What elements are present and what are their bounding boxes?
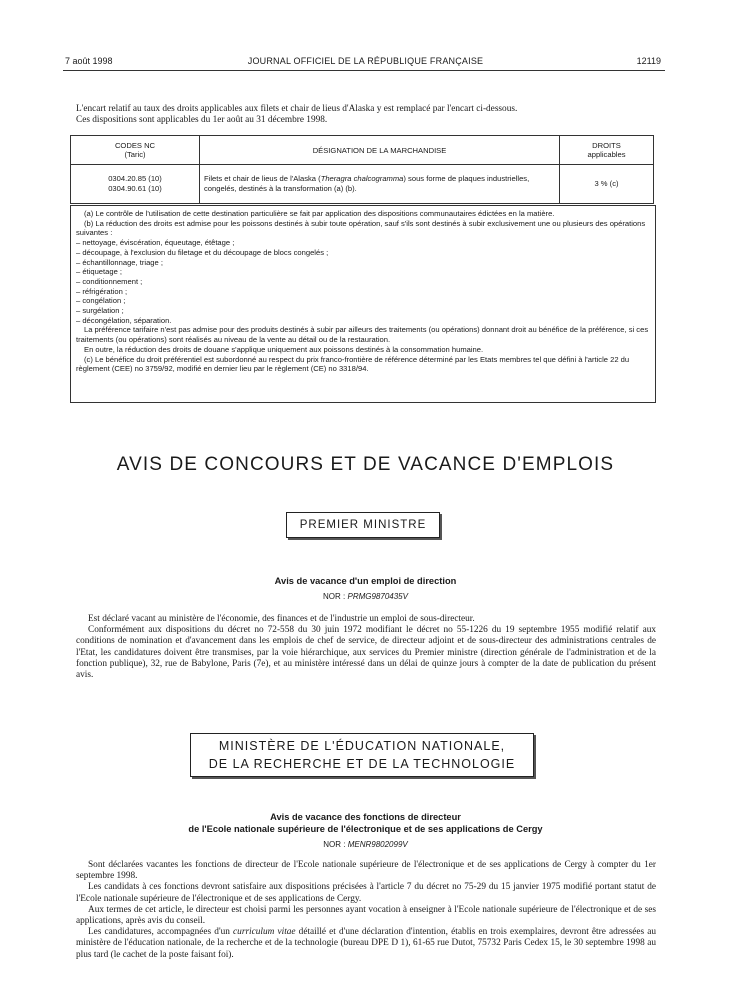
- footnote-list-item: – échantillonnage, triage ;: [76, 257, 163, 267]
- col-header-droits-sub: applicables: [587, 150, 626, 159]
- cell-codes: [71, 165, 200, 204]
- footnote-c: (c) Le bénéfice du droit préférentiel est subordonné au respect du prix franco-frontière de référence déterminé par les Etats membres tel que défini à l'article 22 du règlement (CEE) no 3759/92, modifié en dernier lieu par le règlement (CE) no 3318/94.: [76, 354, 630, 374]
- avis1-nor-label: NOR :: [323, 592, 348, 601]
- avis2-nor-code: MENR9802099V: [347, 840, 408, 849]
- cell-designation: [200, 165, 560, 204]
- col-header-codes-sub: (Taric): [124, 150, 146, 159]
- avis2-nor: [0, 840, 731, 849]
- header-page-number: 12119: [636, 56, 661, 66]
- ministry-line-1: MINISTÈRE DE L'ÉDUCATION NATIONALE,: [218, 739, 506, 753]
- footnote-preference: La préférence tarifaire n'est pas admise pour des produits destinés à subir par ailleurs des traitements (ou opérations) donnant droit au bénéfice de la préférence, si ces traitements (ou opérations) sont réalisés au niveau de la vente au détail ou de la restauration.: [76, 325, 649, 345]
- designation-part-b: ) sous forme de plaques industrielles, congelés, destinés à la transformation (a) (b).: [204, 174, 530, 193]
- intro-line-1: L'encart relatif au taux des droits applicables aux filets et chair de lieus d'Alaska y est remplacé par l'encart ci-dessous.: [76, 104, 518, 114]
- footnote-b: (b) La réduction des droits est admise pour les poissons destinés à subir toute opération, sauf s'ils sont destinés à subir exclusivement une ou plusieurs des opérations suivantes :: [76, 218, 646, 238]
- intro-text: [76, 104, 661, 126]
- ministry-line-2: DE LA RECHERCHE ET DE LA TECHNOLOGIE: [208, 757, 516, 771]
- avis1-nor-code: PRMG9870435V: [347, 592, 408, 601]
- avis1-paragraph: Conformément aux dispositions du décret no 72-558 du 30 juin 1972 modifiant le décret no 55-1226 du 19 septembre 1955 modifié relatif aux conditions de nomination et d'avancement dans les emplois de chef de service, de directeur adjoint et de sous-directeur des administrations centrales de l'Etat, les candidatures doivent être transmises, par la voie hiérarchique, aux services du Premier ministre (direction générale de l'administration et de la fonction publique), 32, rue de Babylone, Paris (7e), et au ministère intéressé dans un délai de quinze jours à compter de la date de publication du présent avis.: [76, 625, 656, 681]
- avis2-paragraph: Aux termes de cet article, le directeur est choisi parmi les personnes ayant vocation à enseigner à l'Ecole nationale supérieure de l'électronique et de ses applications, après avis du conseil.: [76, 904, 656, 927]
- col-header-codes-label: CODES NC: [114, 141, 156, 150]
- avis2-body: [76, 860, 656, 961]
- avis2-title-line-2: de l'Ecole nationale supérieure de l'électronique et de ses applications de Cergy: [188, 824, 543, 834]
- designation-part-a: Filets et chair de lieus de l'Alaska (: [204, 174, 321, 183]
- ministry-box-education: [190, 733, 534, 777]
- avis2-p4-part-a: Les candidatures, accompagnées d'un: [88, 927, 234, 938]
- code-1: 0304.20.85 (10): [108, 174, 162, 183]
- ministry-box-premier: PREMIER MINISTRE: [286, 512, 440, 538]
- footnote-list-item: – congélation ;: [76, 296, 126, 306]
- footnote-list-item: – surgélation ;: [76, 306, 124, 316]
- header-journal-title: JOURNAL OFFICIEL DE LA RÉPUBLIQUE FRANÇAISE: [247, 56, 484, 66]
- avis2-title-line-1: Avis de vacance des fonctions de directeur: [270, 812, 461, 822]
- cell-droits: 3 % (c): [560, 165, 654, 204]
- avis2-paragraph: Sont déclarées vacantes les fonctions de directeur de l'Ecole nationale supérieure de l'électronique et de ses applications de Cergy à compter du 1er septembre 1998.: [76, 860, 656, 882]
- avis1-title: Avis de vacance d'un emploi de direction: [274, 576, 457, 586]
- designation-latin-name: Theragra chalcogramma: [320, 174, 404, 183]
- footnote-list-item: – découpage, à l'exclusion du filetage et du découpage de blocs congelés ;: [76, 247, 329, 257]
- col-header-codes: [71, 136, 200, 165]
- header-date: 7 août 1998: [65, 56, 113, 66]
- code-2: 0304.90.61 (10): [108, 184, 162, 193]
- footnote-list-item: – nettoyage, éviscération, équeutage, étêtage ;: [76, 238, 235, 248]
- footnote-a: (a) Le contrôle de l'utilisation de cette destination particulière se fait par application des dispositions communautaires édictées en la matière.: [84, 209, 555, 218]
- footnote-list-item: – conditionnement ;: [76, 276, 143, 286]
- avis1-body: [76, 614, 656, 681]
- table-header-row: [71, 136, 654, 165]
- col-header-droits: [560, 136, 654, 165]
- avis2-paragraph: [76, 927, 656, 961]
- avis2-nor-label: NOR :: [323, 840, 348, 849]
- avis1-paragraph: Est déclaré vacant au ministère de l'économie, des finances et de l'industrie un emploi de sous-directeur.: [88, 614, 475, 624]
- header-rule: [63, 70, 665, 71]
- table-footnotes: [70, 205, 656, 403]
- footnote-consumption: En outre, la réduction des droits de douane s'applique uniquement aux poissons destinés à la consommation humaine.: [84, 344, 484, 354]
- footnote-list-item: – réfrigération ;: [76, 286, 128, 296]
- col-header-droits-label: DROITS: [592, 141, 621, 150]
- col-header-designation: DÉSIGNATION DE LA MARCHANDISE: [200, 136, 560, 165]
- footnote-list-item: – étiquetage ;: [76, 267, 123, 277]
- intro-line-2: Ces dispositions sont applicables du 1er août au 31 décembre 1998.: [76, 115, 328, 126]
- avis2-paragraph: Les candidats à ces fonctions devront satisfaire aux dispositions précisées à l'article 7 du décret no 75-29 du 15 janvier 1975 modifié portant statut de l'Ecole nationale supérieure de l'électronique et de ses applications de Cergy.: [76, 882, 656, 904]
- footnote-list-item: – décongélation, séparation.: [76, 315, 172, 325]
- avis1-nor: [0, 592, 731, 601]
- table-row: [71, 165, 654, 204]
- avis2-p4-part-b: détaillé et d'une déclaration d'intention, établis en trois exemplaires, devront être adressées au ministère de l'éducation nationale, de la recherche et de la technologie (bureau DPE D 1), 61-65 rue Dutot, 75732 Paris Cedex 15, le 30 septembre 1998 au plus tard (le cachet de la poste faisant foi).: [76, 927, 656, 960]
- avis2-p4-italic: curriculum vitae: [233, 927, 296, 938]
- tariff-table: [70, 135, 654, 204]
- section-title: AVIS DE CONCOURS ET DE VACANCE D'EMPLOIS: [116, 454, 615, 475]
